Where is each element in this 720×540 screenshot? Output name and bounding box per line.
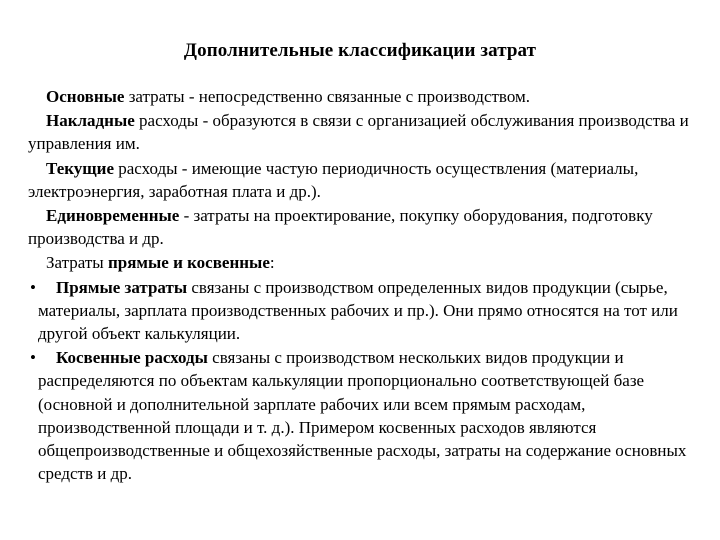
definition-direct: связаны с производством определенных видов продукции (сырье, материалы, зарплата производственных рабочих и пр.). Они прямо относятся на тот или другой объект калькуляции. [38,277,678,344]
term-main: Основные [46,87,125,106]
paragraph-current-costs [28,157,698,203]
definition-indirect: связаны с производством нескольких видов продукции и распределяются по объектам калькуляции пропорционально соответствующей базе (основной и дополнительной зарплате рабочих или всем прямым расходам, производственной площади и т. д.). Примером косвенных расходов являются общепроизводственные и общехозяйственные расходы, затраты на содержание основных средств и др. [38,348,687,484]
definition-current: расходы - имеющие частую периодичность осуществления (материалы, электроэнергия, заработная плата и др.). [28,158,639,201]
term-direct: Прямые затраты [56,277,188,297]
bullet-icon: • [30,348,36,368]
paragraph-direct-indirect-intro [28,251,698,274]
slide-title: Дополнительные классификации затрат [183,40,537,61]
intro-term: прямые и косвенные [107,253,270,273]
slide-body [28,85,698,486]
definition-main: затраты - непосредственно связанные с производством. [124,87,531,106]
bullet-indirect-costs [28,346,698,485]
bullet-text-direct [38,276,698,346]
term-overhead: Накладные [46,111,135,131]
definition-one-time: - затраты на проектирование, покупку оборудования, подготовку производства и др. [28,206,653,249]
intro-prefix: Затраты [46,253,108,273]
bullet-icon: • [30,277,36,297]
intro-suffix: : [269,253,275,273]
paragraph-main-costs [28,85,698,108]
term-one-time: Единовременные [46,206,180,226]
paragraph-one-time-costs [28,204,698,250]
bullet-text-indirect [38,346,698,485]
paragraph-overhead-costs [28,109,698,155]
bullet-direct-costs [28,276,698,346]
term-current: Текущие [46,158,114,178]
term-indirect: Косвенные расходы [56,348,208,368]
definition-overhead: расходы - образуются в связи с организацией обслуживания производства и управления им. [28,111,689,154]
